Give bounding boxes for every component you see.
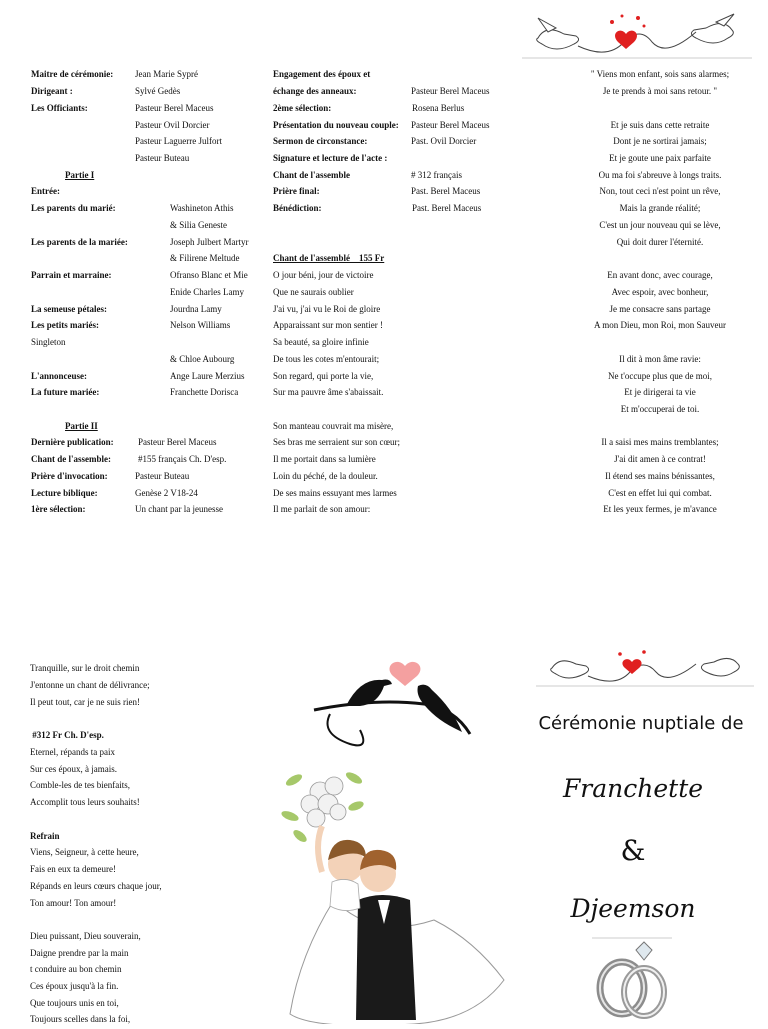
section-heading-partie-1: Partie I bbox=[65, 170, 95, 180]
row-value: Pasteur Buteau bbox=[135, 153, 190, 163]
row-value: Sylvé Gedès bbox=[135, 86, 181, 96]
poem-line: Il dit à mon âme ravie: bbox=[619, 354, 701, 364]
row-label: La future mariée: bbox=[31, 387, 100, 397]
poem-line: Ne t'occupe plus que de moi, bbox=[607, 371, 713, 381]
row-label: 1ère sélection: bbox=[31, 504, 86, 514]
hymn-line: Comble-les de tes bienfaits, bbox=[30, 780, 130, 790]
hymn-line: Ces époux jusqu'à la fin. bbox=[30, 981, 119, 991]
row-label: Présentation du nouveau couple: bbox=[273, 120, 399, 130]
poem-line: Et je goute une paix parfaite bbox=[609, 153, 711, 163]
hymn-line: Son manteau couvrait ma misère, bbox=[273, 421, 394, 431]
hymn-line: Répands en leurs cœurs chaque jour, bbox=[30, 881, 162, 891]
hymn-line: Dieu puissant, Dieu souverain, bbox=[30, 931, 141, 941]
row-label: Engagement des époux et bbox=[273, 69, 371, 79]
hymn-line: Viens, Seigneur, à cette heure, bbox=[30, 847, 139, 857]
row-label: Prière d'invocation: bbox=[31, 471, 108, 481]
hymn-line: Ton amour! Ton amour! bbox=[30, 898, 117, 908]
section-heading-partie-2: Partie II bbox=[65, 421, 98, 431]
row-value: Washineton Athis bbox=[170, 203, 234, 213]
row-value: & Filirene Meltude bbox=[170, 253, 240, 263]
row-value: Ofranso Blanc et Mie bbox=[170, 270, 248, 280]
row-label: Chant de l'assemble bbox=[273, 170, 351, 180]
hymn-heading: #312 Fr Ch. D'esp. bbox=[30, 730, 104, 740]
row-label: Lecture biblique: bbox=[31, 488, 98, 498]
row-label: Sermon de circonstance: bbox=[273, 136, 368, 146]
row-value: Past. Berel Maceus bbox=[412, 203, 482, 213]
row-value: Pasteur Buteau bbox=[135, 471, 190, 481]
row-value: Joseph Julbert Martyr bbox=[170, 237, 249, 247]
poem-line: Ou ma foi s'abreuve à longs traits. bbox=[598, 170, 722, 180]
hymn-line: J'entonne un chant de délivrance; bbox=[30, 680, 150, 690]
row-value: Pasteur Berel Maceus bbox=[135, 103, 214, 113]
poem-line: Et les yeux fermes, je m'avance bbox=[603, 504, 717, 514]
refrain-heading: Refrain bbox=[30, 831, 60, 841]
hymn-line: Ses bras me serraient sur son cœur; bbox=[273, 437, 400, 447]
row-label: Bénédiction: bbox=[273, 203, 322, 213]
row-value: & Silia Geneste bbox=[170, 220, 227, 230]
poem-line: Qui doit durer l'éternité. bbox=[616, 237, 704, 247]
hymn-line: Tranquille, sur le droit chemin bbox=[30, 663, 140, 673]
poem-line: Dont je ne sortirai jamais; bbox=[613, 136, 707, 146]
hymn-line: Sur ma pauvre âme s'abaissait. bbox=[273, 387, 384, 397]
poem-line: Je te prends à moi sans retour. " bbox=[602, 86, 718, 96]
wedding-rings-icon bbox=[592, 936, 682, 1024]
row-label: Chant de l'assemble: bbox=[31, 454, 112, 464]
row-label: Les parents du marié: bbox=[31, 203, 116, 213]
row-value: Enide Charles Lamy bbox=[170, 287, 244, 297]
hymn-line: Il me portait dans sa lumière bbox=[273, 454, 376, 464]
cover-title: Cérémonie nuptiale de bbox=[538, 713, 744, 734]
hymn-line: Son regard, qui porte la vie, bbox=[273, 371, 374, 381]
poem-line: C'est un jour nouveau qui se lève, bbox=[599, 220, 721, 230]
row-label: Dernière publication: bbox=[31, 437, 114, 447]
row-value: # 312 français bbox=[411, 170, 462, 180]
row-label: Prière final: bbox=[273, 186, 320, 196]
hymn-line: Il me parlait de son amour: bbox=[273, 504, 371, 514]
hymn-line: Toujours scelles dans la foi, bbox=[30, 1014, 131, 1024]
doves-heart-illustration bbox=[534, 646, 756, 696]
row-value: Pasteur Berel Maceus bbox=[411, 120, 490, 130]
row-label: Les petits mariés: bbox=[31, 320, 99, 330]
row-value: Past. Berel Maceus bbox=[411, 186, 481, 196]
row-label: La semeuse pétales: bbox=[31, 304, 107, 314]
row-value: Franchette Dorisca bbox=[170, 387, 239, 397]
row-label: Signature et lecture de l'acte : bbox=[273, 153, 388, 163]
row-value: Rosena Berlus bbox=[412, 103, 465, 113]
row-label: L'annonceuse: bbox=[31, 371, 88, 381]
poem-line: C'est en effet lui qui combat. bbox=[608, 488, 712, 498]
hymn-line: De tous les cotes m'entourait; bbox=[273, 354, 380, 364]
rings-icon bbox=[592, 936, 682, 1024]
hymn-line: Apparaissant sur mon sentier ! bbox=[273, 320, 383, 330]
row-value: Past. Ovil Dorcier bbox=[411, 136, 477, 146]
row-label: Les parents de la mariée: bbox=[31, 237, 128, 247]
row-value: Pasteur Laguerre Julfort bbox=[135, 136, 222, 146]
row-value: #155 français Ch. D'esp. bbox=[138, 454, 227, 464]
row-value: & Chloe Aubourg bbox=[170, 354, 235, 364]
hymn-line: Accomplit tous leurs souhaits! bbox=[30, 797, 140, 807]
poem-line: Et je dirigerai ta vie bbox=[624, 387, 696, 397]
row-value: Un chant par la jeunesse bbox=[135, 504, 223, 514]
hymn-line: J'ai vu, j'ai vu le Roi de gloire bbox=[273, 304, 381, 314]
row-label: Entrée: bbox=[31, 186, 60, 196]
row-label: 2ème sélection: bbox=[273, 103, 332, 113]
row-value: Pasteur Berel Maceus bbox=[411, 86, 490, 96]
hymn-bottom-left bbox=[0, 640, 270, 1024]
poem-line: Et m'occuperai de toi. bbox=[620, 404, 700, 414]
poem-line: " Viens mon enfant, sois sans alarmes; bbox=[590, 69, 730, 79]
row-label: Maitre de cérémonie: bbox=[31, 69, 114, 79]
row-value: Jourdna Lamy bbox=[170, 304, 222, 314]
row-value: Jean Marie Sypré bbox=[135, 69, 198, 79]
hymn-line: t conduire au bon chemin bbox=[30, 964, 122, 974]
poem-line: Et je suis dans cette retraite bbox=[610, 120, 710, 130]
hymn-line: Il peut tout, car je ne suis rien! bbox=[30, 697, 140, 707]
row-label: Les Officiants: bbox=[31, 103, 88, 113]
row-label: Dirigeant : bbox=[31, 86, 73, 96]
hymn-line: O jour béni, jour de victoire bbox=[273, 270, 374, 280]
row-label-plain: Singleton bbox=[31, 337, 66, 347]
hymn-line: Sur ces époux, à jamais. bbox=[30, 764, 117, 774]
poem-line: J'ai dit amen à ce contrat! bbox=[614, 454, 706, 464]
hymn-line: Daigne prendre par la main bbox=[30, 948, 129, 958]
poem-line: Avec espoir, avec bonheur, bbox=[611, 287, 709, 297]
row-value: Ange Laure Merzius bbox=[170, 371, 245, 381]
row-value: Pasteur Berel Maceus bbox=[138, 437, 217, 447]
hymn-title: Chant de l'assemblé 155 Fr bbox=[273, 253, 385, 263]
hymn-line: De ses mains essuyant mes larmes bbox=[273, 488, 397, 498]
row-value: Pasteur Ovil Dorcier bbox=[135, 120, 210, 130]
hymn-line: Sa beauté, sa gloire infinie bbox=[273, 337, 369, 347]
hymn-line: Fais en eux ta demeure! bbox=[30, 864, 116, 874]
doves-banner-bottom bbox=[534, 646, 756, 696]
bride-name: Franchette bbox=[562, 774, 704, 803]
row-value: Nelson Williams bbox=[170, 320, 231, 330]
poem-line: En avant donc, avec courage, bbox=[607, 270, 713, 280]
hymn-line: Loin du péché, de la douleur. bbox=[273, 471, 378, 481]
ampersand: & bbox=[620, 834, 646, 867]
poem-line: Non, tout ceci n'est point un rêve, bbox=[599, 186, 721, 196]
poem-line: Mais la grande réalité; bbox=[619, 203, 701, 213]
poem-line: A mon Dieu, mon Roi, mon Sauveur bbox=[594, 320, 726, 330]
row-label: échange des anneaux: bbox=[273, 86, 357, 96]
row-label: Parrain et marraine: bbox=[31, 270, 112, 280]
wedding-couple-illustration bbox=[270, 650, 510, 1024]
hymn-line: Eternel, répands ta paix bbox=[30, 747, 115, 757]
poem-line: Il a saisi mes mains tremblantes; bbox=[601, 437, 719, 447]
couple-birds-illustration bbox=[270, 650, 510, 1024]
hymn-line: Que ne saurais oublier bbox=[273, 287, 354, 297]
poem-line: Je me consacre sans partage bbox=[609, 304, 711, 314]
hymn-line: Que toujours unis en toi, bbox=[30, 998, 119, 1008]
row-value: Genèse 2 V18-24 bbox=[135, 488, 198, 498]
groom-name: Djeemson bbox=[570, 894, 696, 923]
poem-line: Il étend ses mains bénissantes, bbox=[605, 471, 715, 481]
